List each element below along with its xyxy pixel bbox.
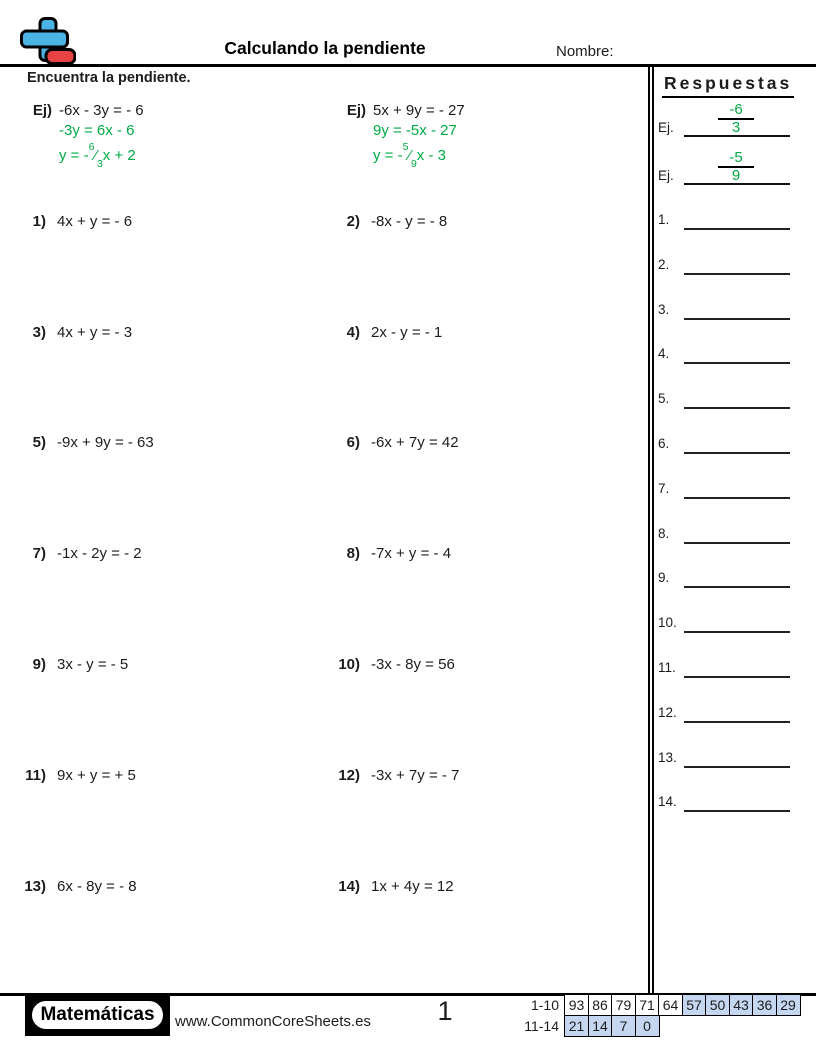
answer-slot-9: 9. [656,568,816,588]
problem-equation: -3x + 7y = - 7 [371,767,460,784]
answer-blank-line [684,318,790,320]
answer-slot-5: 5. [656,389,816,409]
problem-8 [330,545,451,563]
answer-example-label: Ej. [658,120,674,135]
example-problem-1 [22,101,144,171]
grading-cell: 79 [611,994,636,1016]
example-step: 9y = -5x - 27 [373,122,457,139]
problem-4 [330,324,442,342]
answer-blank-line [684,631,790,633]
answer-blank-line [684,362,790,364]
answer-blank-line [684,273,790,275]
problem-number: 4) [346,324,360,341]
answer-slot-13: 13. [656,748,816,768]
grading-cell: 0 [635,1015,660,1037]
problem-number: 1) [32,213,46,230]
problem-11 [16,767,136,785]
grading-cell: 57 [682,994,707,1016]
problem-12 [330,767,459,785]
example-step: -3y = 6x - 6 [59,122,135,139]
problem-3 [16,324,132,342]
answer-slot-6: 6. [656,434,816,454]
brand-label: Matemáticas [29,998,166,1032]
problem-number: 8) [346,545,360,562]
answer-slot-14: 14. [656,792,816,812]
grading-cell: 29 [776,994,801,1016]
answer-slot-11: 11. [656,658,816,678]
answer-blank-line [684,586,790,588]
answer-blank-line [684,766,790,768]
grading-cell: 64 [658,994,683,1016]
answer-slot-7: 7. [656,479,816,499]
problem-equation: -3x - 8y = 56 [371,656,455,673]
problem-number: 14) [338,878,360,895]
problem-equation: -8x - y = - 8 [371,213,448,230]
grading-row-1 [520,994,801,1016]
problem-equation: -9x + 9y = - 63 [57,434,154,451]
problem-equation: 9x + y = + 5 [57,767,136,784]
problem-equation: 6x - 8y = - 8 [57,878,137,895]
problem-number: 10) [338,656,360,673]
answer-example-1 [656,101,816,139]
problem-7 [16,545,142,563]
example-equation: -6x - 3y = - 6 [59,102,144,119]
problem-9 [16,656,128,674]
answer-example-fraction: $\frac{-6}{3}$ [708,101,764,136]
answer-blank-line [684,810,790,812]
brand-badge [25,995,170,1036]
example-label: Ej) [32,102,52,119]
answer-blank-line [684,135,790,137]
answer-blank-line [684,228,790,230]
problem-equation: -1x - 2y = - 2 [57,545,142,562]
problem-equation: 3x - y = - 5 [57,656,129,673]
problem-equation: 1x + 4y = 12 [371,878,454,895]
grading-cell: 14 [588,1015,613,1037]
example-solution: $y = -^5⁄_9x - 3$ [373,141,446,170]
grading-cell: 50 [705,994,730,1016]
grading-row-2 [520,1015,801,1037]
name-label: Nombre: [556,43,614,60]
problem-number: 3) [32,324,46,341]
grading-row-label: 11-14 [524,1017,559,1034]
problem-5 [16,434,154,452]
answer-example-label: Ej. [658,168,674,183]
grading-cell: 86 [588,994,613,1016]
grading-cell: 21 [564,1015,589,1037]
problem-1 [16,213,132,231]
example-solution: $y = -^6⁄_3x + 2$ [59,141,136,170]
problem-number: 13) [24,878,46,895]
problem-number: 6) [346,434,360,451]
page-title: Calculando la pendiente [224,38,426,58]
grading-cell: 36 [752,994,777,1016]
answer-slot-8: 8. [656,524,816,544]
problem-number: 12) [338,767,360,784]
header-divider [0,64,816,67]
answer-slot-3: 3. [656,300,816,320]
problem-number: 11) [25,767,46,784]
answer-slot-1: 1. [656,210,816,230]
answer-example-2 [656,149,816,187]
answer-blank-line [684,542,790,544]
answer-blank-line [684,183,790,185]
answer-blank-line [684,452,790,454]
grading-row-label: 1-10 [530,997,559,1013]
answers-column-divider [648,65,654,994]
problem-2 [330,213,447,231]
problem-equation: -7x + y = - 4 [371,545,452,562]
problem-6 [330,434,459,452]
answer-blank-line [684,497,790,499]
problem-number: 5) [32,434,46,451]
answer-slot-2: 2. [656,255,816,275]
grading-cell: 71 [635,994,660,1016]
problem-10 [330,656,455,674]
example-equation: 5x + 9y = - 27 [373,102,465,119]
example-label: Ej) [346,102,366,119]
problem-number: 2) [346,213,360,230]
problem-14 [330,878,454,896]
instructions-text: Encuentra la pendiente. [27,70,191,86]
grading-cell: 93 [564,994,589,1016]
problem-number: 7) [32,545,46,562]
example-problem-2 [336,101,465,171]
answer-blank-line [684,721,790,723]
problem-equation: 4x + y = - 3 [57,324,133,341]
page-number: 1 [437,996,453,1026]
answer-slot-12: 12. [656,703,816,723]
answer-example-fraction: $\frac{-5}{9}$ [708,149,764,184]
answer-blank-line [684,407,790,409]
answer-slot-4: 4. [656,344,816,364]
problem-equation: 4x + y = - 6 [57,213,133,230]
grading-cell: 43 [729,994,754,1016]
problem-equation: -6x + 7y = 42 [371,434,459,451]
website-url: www.CommonCoreSheets.es [175,1013,371,1030]
problem-13 [16,878,137,896]
answer-blank-line [684,676,790,678]
problem-number: 9) [32,656,46,673]
answer-slot-10: 10. [656,613,816,633]
answers-title: Respuestas [662,73,794,98]
grading-table [520,994,801,1037]
problem-equation: 2x - y = - 1 [371,324,443,341]
grading-cell: 7 [611,1015,636,1037]
